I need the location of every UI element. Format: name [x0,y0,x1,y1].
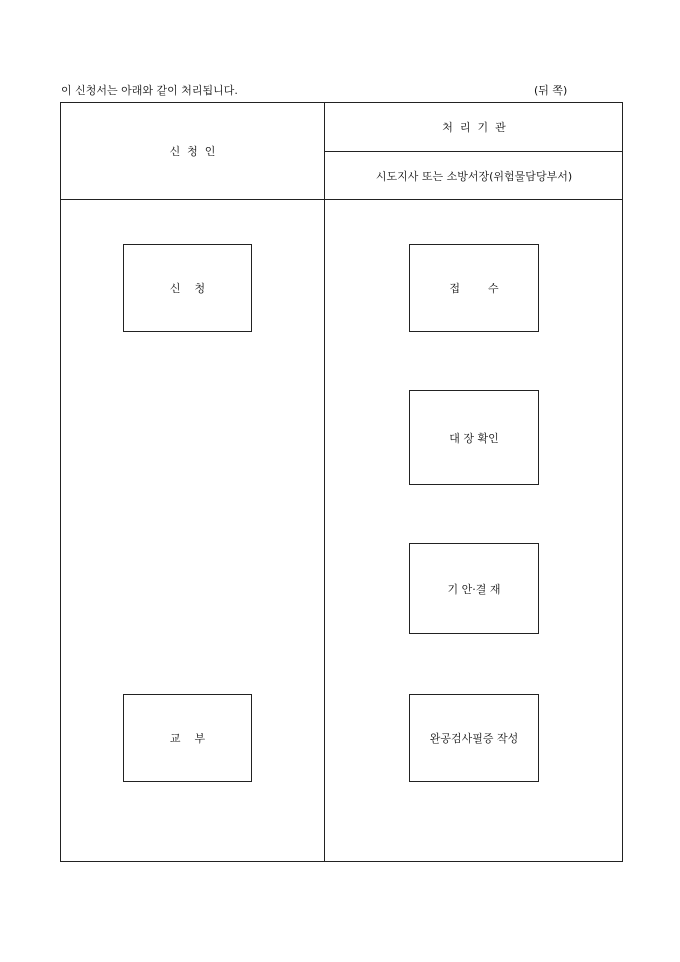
intro-text: 이 신청서는 아래와 같이 처리됩니다. [61,84,238,97]
header-divider [60,199,623,200]
step-certificate: 완공검사필증 작성 [409,694,539,782]
agency-column-header: 처 리 기 관 [442,121,506,134]
page-side-note: (뒤 쪽) [534,84,568,97]
step-apply: 신 청 [123,244,252,332]
step-draft-approval: 기 안·결 재 [409,543,539,634]
step-deliver: 교 부 [123,694,252,782]
agency-subheader: 시도지사 또는 소방서장(위험물담당부서) [375,169,573,183]
step-receive: 접 수 [409,244,539,332]
applicant-column-header: 신 청 인 [169,145,216,158]
column-divider [324,102,325,862]
step-ledger-check: 대 장 확인 [409,390,539,485]
